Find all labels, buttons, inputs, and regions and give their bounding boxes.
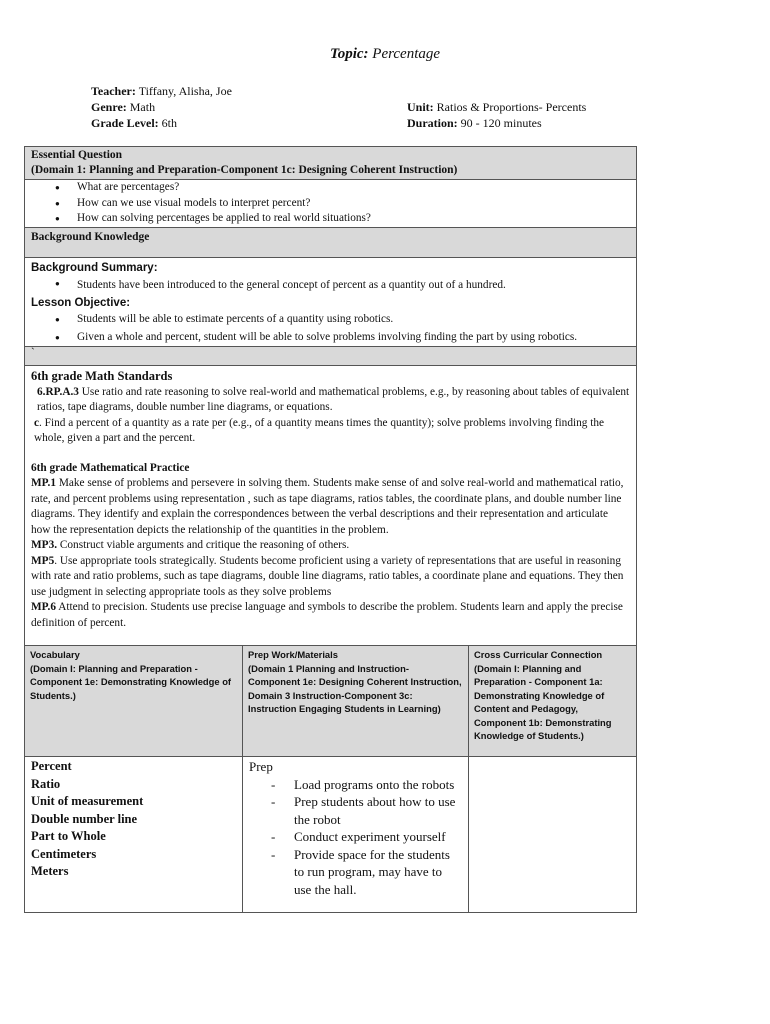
- essential-question-header: [25, 147, 636, 180]
- topic-value: Percentage: [372, 46, 441, 62]
- essential-title: Essential Question: [31, 149, 123, 161]
- standard-text: Use ratio and rate reasoning to solve real-world and mathematical problems, e.g., by reasoning about tables of equivalent ratios, tape diagrams, double number line diagrams, or equations.: [37, 385, 630, 413]
- essential-questions: [25, 180, 636, 228]
- vocab-item: Percent: [31, 759, 72, 773]
- prep-item: - Conduct experiment yourself: [249, 828, 462, 846]
- prep-item: - Load programs onto the robots: [249, 776, 462, 794]
- prep-header: Prep Work/Materials (Domain 1 Planning and Instruction- Component 1e: Designing Coherent Instruction, Domain 3 Instruction-Component 3c: Instruction Engaging Students in Learning): [243, 646, 469, 756]
- teacher-info: [91, 83, 232, 131]
- vocab-item: Ratio: [31, 776, 61, 791]
- prep-item: - Prep students about how to use the robot: [249, 793, 462, 828]
- unit-info: [407, 99, 586, 131]
- list-item: ● What are percentages?: [25, 180, 636, 196]
- cross-curricular-header: Cross Curricular Connection (Domain I: Planning and Preparation - Component 1a: Demonstrating Knowledge of Content and Pedagogy, Component 1b: Demonstrating Knowledge of Students.): [474, 649, 612, 741]
- page-title: [0, 46, 770, 63]
- list-item: ● Students will be able to estimate percents of a quantity using robotics.: [25, 311, 636, 329]
- practice-mp6: [31, 600, 630, 631]
- practice-title: 6th grade Mathematical Practice: [31, 461, 190, 474]
- topic-label: Topic:: [329, 46, 369, 62]
- list-item: ● How can solving percentages be applied to real world situations?: [25, 211, 636, 227]
- background-section: [25, 258, 636, 348]
- teacher-value: Tiffany, Alisha, Joe: [138, 84, 232, 98]
- standard-code: 6.RP.A.3: [37, 385, 79, 398]
- list-item: ● How can we use visual models to interpret percent?: [25, 196, 636, 212]
- genre-label: Genre:: [91, 100, 127, 114]
- vocab-item: Centimeters: [31, 846, 97, 861]
- list-item: ● Given a whole and percent, student will be able to solve problems involving finding the part by using robotics.: [25, 329, 636, 347]
- practice-text: Construct viable arguments and critique the reasoning of others.: [57, 539, 350, 551]
- standard-rp: [31, 385, 630, 416]
- duration-label: Duration:: [407, 116, 458, 130]
- practice-mp1: [31, 476, 630, 538]
- standard-c: [31, 416, 630, 447]
- duration-value: 90 - 120 minutes: [460, 116, 542, 130]
- prep-list: [243, 757, 469, 912]
- practice-code: MP3.: [31, 539, 58, 551]
- lesson-plan-table: [24, 146, 637, 913]
- genre-value: Math: [129, 100, 156, 114]
- essential-domain: (Domain 1: Planning and Preparation-Component 1c: Designing Coherent Instruction): [31, 164, 458, 176]
- standard-text: . Find a percent of a quantity as a rate per (e.g., of a quantity means times the quantity); solve problems involving finding the whole, given a part and the percent.: [34, 416, 605, 444]
- teacher-label: Teacher:: [91, 84, 136, 98]
- background-header: Background Knowledge: [25, 228, 636, 258]
- grade-label: Grade Level:: [91, 116, 159, 130]
- vocab-item: Double number line: [31, 811, 138, 826]
- vocabulary-header: Vocabulary (Domain I: Planning and Preparation - Component 1e: Demonstrating Knowledge of Students.): [25, 646, 243, 756]
- prep-title: Prep: [249, 759, 273, 774]
- vocab-item: Meters: [31, 864, 69, 878]
- unit-value: Ratios & Proportions- Percents: [436, 100, 587, 114]
- columns-content-row: [25, 757, 636, 912]
- tick-row: `: [25, 347, 636, 366]
- practice-mp3: [31, 538, 630, 554]
- standards-section: [25, 366, 636, 646]
- unit-label: Unit:: [407, 100, 434, 114]
- practice-mp5: [31, 554, 630, 601]
- columns-header-row: [25, 646, 636, 757]
- practice-code: MP.6: [31, 601, 56, 613]
- vocabulary-list: [25, 757, 243, 912]
- standards-title: 6th grade Math Standards: [31, 369, 173, 383]
- practice-text: . Use appropriate tools strategically. Students become proficient using a variety of representations that are useful in reasoning with rate and ratio problems, such as tape diagrams, double line diagrams, ratio tables, a coordinate plane and equations. They then use judgment in selecting appropriate tools as they solve problems: [31, 554, 624, 598]
- objective-label: Lesson Objective:: [31, 296, 131, 309]
- vocab-item: Part to Whole: [31, 829, 106, 843]
- vocab-item: Unit of measurement: [31, 794, 144, 808]
- summary-label: Background Summary:: [31, 261, 158, 274]
- prep-item: - Provide space for the students to run program, may have to use the hall.: [249, 846, 462, 899]
- standard-code: c: [34, 416, 40, 429]
- practice-code: MP5: [31, 554, 55, 567]
- practice-code: MP.1: [31, 477, 56, 489]
- practice-text: Attend to precision. Students use precise language and symbols to describe the problem. Students learn and apply the precise definition of percent.: [31, 601, 623, 629]
- grade-value: 6th: [161, 116, 177, 130]
- cross-curricular-cell: [469, 757, 636, 912]
- list-item: ● Students have been introduced to the general concept of percent as a quantity out of a hundred.: [25, 276, 636, 294]
- practice-text: Make sense of problems and persevere in solving them. Students make sense of and solve real-world and mathematical ratio, rate, and percent problems using representation , such as tape diagrams, ratios tables, the coordinate plans, and double number line diagrams. They identify and explain the correspondences between the verbal descriptions and their representation and articulate how the representation depicts the relationship of the quantities in the problem.: [31, 477, 624, 536]
